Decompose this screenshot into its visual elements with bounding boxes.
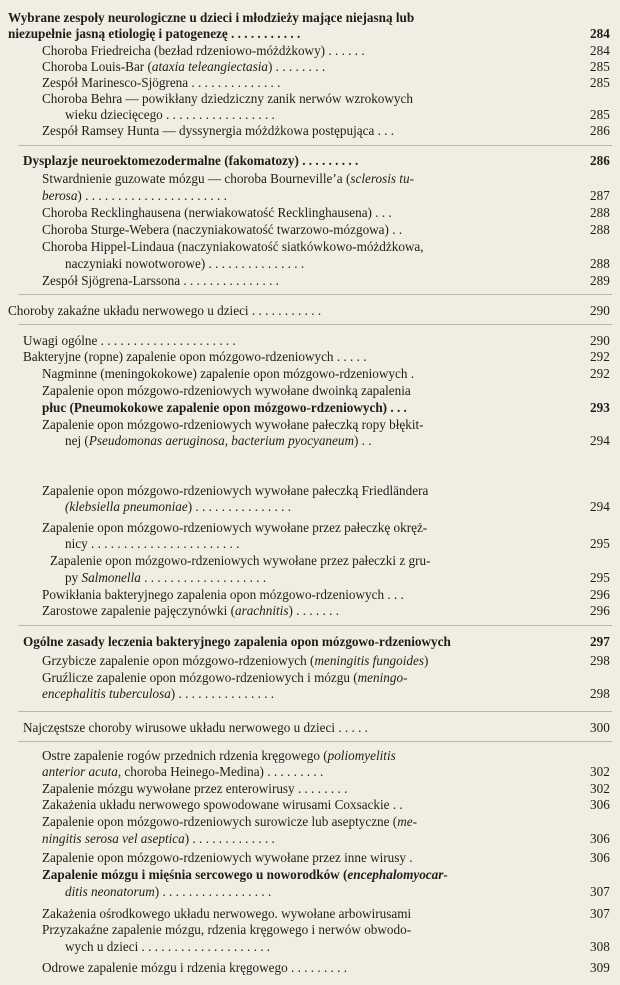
- toc-entry-title: [42, 814, 417, 829]
- section-divider: [18, 145, 612, 146]
- toc-entry-title: [65, 884, 271, 899]
- toc-entry-page-number: 300: [590, 720, 610, 735]
- section-divider: [18, 294, 612, 295]
- toc-entry-page-number: 295: [590, 570, 610, 585]
- toc-entry-title-text: płuc (Pneumokokowe zapalenie opon mózgowo-rdzeniowych) . . .: [42, 400, 407, 415]
- toc-entry-title-text: Powikłania bakteryjnego zapalenia opon mózgowo-rdzeniowych . . .: [42, 587, 404, 602]
- toc-entry-title: [23, 153, 358, 168]
- toc-entry-page-number: 287: [590, 188, 610, 203]
- toc-entry-title-italic: Pseudomonas aeruginosa, bacterium pyocyaneum: [88, 433, 354, 448]
- toc-entry-title: [42, 59, 325, 74]
- toc-entry-title: [50, 553, 430, 568]
- toc-entry-title: [8, 10, 414, 25]
- toc-entry-title-text: wieku dziecięcego . . . . . . . . . . . . . . . . .: [65, 107, 275, 122]
- toc-entry-page-number: 302: [590, 764, 610, 779]
- toc-entry-page-number: 297: [590, 634, 610, 649]
- toc-entry-title-text: Choroba Louis-Bar (: [42, 59, 152, 74]
- toc-entry-page-number: 306: [590, 831, 610, 846]
- toc-entry-title-text: Ogólne zasady leczenia bakteryjnego zapalenia opon mózgowo-rdzeniowych: [23, 634, 451, 649]
- toc-entry-page-number: 284: [590, 26, 610, 41]
- toc-entry-title-text: Zapalenie opon mózgowo-rdzeniowych wywołane pałeczką Friedländera: [42, 483, 429, 498]
- toc-entry-title-text: Bakteryjne (ropne) zapalenie opon mózgowo-rdzeniowych . . . . .: [23, 349, 367, 364]
- toc-entry-title-text: Nagminne (meningokokowe) zapalenie opon mózgowo-rdzeniowych .: [42, 366, 415, 381]
- toc-entry-page-number: 292: [590, 349, 610, 364]
- toc-entry-title-italic: ataxia teleangiectasia: [151, 59, 268, 74]
- toc-entry-title: [42, 205, 392, 220]
- toc-entry-page-number: 292: [590, 366, 610, 381]
- toc-entry-title-text: ): [423, 653, 429, 668]
- toc-entry-title: [42, 748, 396, 763]
- toc-entry-title-text: ) . . . . . . .: [288, 603, 340, 618]
- toc-entry-title-text: Ostre zapalenie rogów przednich rdzenia kręgowego (: [42, 748, 328, 763]
- toc-entry-page-number: 307: [590, 884, 610, 899]
- toc-entry-title: [23, 634, 451, 649]
- toc-entry-title: [42, 417, 424, 432]
- toc-entry-title-text: Choroba Recklinghausena (nerwiakowatość Recklinghausena) . . .: [42, 205, 392, 220]
- toc-entry-title: [42, 653, 428, 668]
- toc-entry-title-text: Zespół Sjögrena-Larssona . . . . . . . . . . . . . . .: [42, 273, 279, 288]
- toc-entry-title: [42, 587, 404, 602]
- toc-entry-title-text: Zapalenie opon mózgowo-rdzeniowych wywołane przez inne wirusy .: [42, 850, 413, 865]
- toc-entry-title-text: py: [65, 570, 82, 585]
- toc-entry-title: [42, 906, 411, 921]
- toc-entry-title: [42, 273, 279, 288]
- toc-entry-title: [23, 333, 236, 348]
- toc-entry-title-text: Grzybicze zapalenie opon mózgowo-rdzeniowych (: [42, 653, 315, 668]
- toc-entry-title-italic: encephalomyocar-: [347, 867, 448, 882]
- toc-entry-title: [42, 960, 347, 975]
- toc-entry-page-number: 298: [590, 653, 610, 668]
- toc-entry-title: [42, 171, 414, 186]
- toc-entry-page-number: 285: [590, 75, 610, 90]
- toc-entry-title: [42, 188, 227, 203]
- toc-entry-title-text: Najczęstsze choroby wirusowe układu nerwowego u dzieci . . . . .: [23, 720, 368, 735]
- toc-entry-page-number: 285: [590, 107, 610, 122]
- toc-entry-title-text: Stwardnienie guzowate mózgu — choroba Bourneville’a (: [42, 171, 351, 186]
- toc-entry-page-number: 290: [590, 333, 610, 348]
- toc-entry-title-text: ) . . . . . . . . . . . . . . .: [170, 686, 275, 701]
- toc-entry-title-text: , choroba Heinego-Medina) . . . . . . . . .: [117, 764, 324, 779]
- toc-entry-title-text: ) . . . . . . . . . . . . .: [184, 831, 275, 846]
- toc-entry-title-text: wych u dzieci . . . . . . . . . . . . . . . . . . . .: [65, 939, 271, 954]
- toc-entry-title-text: Dysplazje neuroektomezodermalne (fakomatozy) . . . . . . . . .: [23, 153, 359, 168]
- toc-entry-page-number: 294: [590, 499, 610, 514]
- toc-entry-title-italic: me-: [397, 814, 417, 829]
- toc-entry-title: [65, 256, 304, 271]
- toc-entry-title-text: Zapalenie opon mózgowo-rdzeniowych wywołane pałeczką ropy błękit-: [42, 417, 424, 432]
- toc-entry-title: [23, 720, 368, 735]
- toc-entry-title-text: ) . . . . . . . . . . . . . . . . .: [154, 884, 272, 899]
- toc-entry-title: [42, 781, 347, 796]
- toc-entry-title-italic: encephalitis tuberculosa: [42, 686, 171, 701]
- toc-entry-title-text: Zapalenie mózgu wywołane przez enterowirusy . . . . . . . .: [42, 781, 348, 796]
- toc-entry-title-text: Choroba Hippel-Lindaua (naczyniakowatość siatkówkowo-móżdżkowa,: [42, 239, 424, 254]
- toc-entry-title: [42, 764, 323, 779]
- toc-entry-title: [42, 922, 411, 937]
- toc-entry-title: [42, 686, 274, 701]
- toc-entry-title: [65, 433, 372, 448]
- toc-entry-title-italic: poliomyelitis: [327, 748, 396, 763]
- toc-entry-title-italic: ningitis serosa vel aseptica: [42, 831, 185, 846]
- section-divider: [18, 711, 612, 712]
- toc-entry-title: [23, 349, 367, 364]
- toc-entry-title-text: ) . . . . . . . . . . . . . . .: [187, 499, 291, 514]
- toc-entry-title-text: Zapalenie opon mózgowo-rdzeniowych wywołane przez pałeczki z gru-: [50, 553, 431, 568]
- toc-entry-title-text: ) . . . . . . . .: [267, 59, 326, 74]
- toc-entry-page-number: 298: [590, 686, 610, 701]
- toc-entry-title-text: Choroba Behra — powikłany dziedziczny zanik nerwów wzrokowych: [42, 91, 413, 106]
- toc-entry-title: [42, 797, 403, 812]
- toc-entry-title-italic: meningitis fungoides: [314, 653, 424, 668]
- toc-entry-page-number: 294: [590, 433, 610, 448]
- toc-entry-title: [42, 222, 402, 237]
- toc-entry-title-text: . . . . . . . . . . . . . . . . . . .: [140, 570, 267, 585]
- toc-entry-title-italic: anterior acuta: [42, 764, 118, 779]
- section-divider: [18, 625, 612, 626]
- toc-entry-title-italic: Salmonella: [81, 570, 141, 585]
- toc-entry-title: [42, 383, 411, 398]
- toc-entry-title: [42, 850, 413, 865]
- toc-entry-page-number: 289: [590, 273, 610, 288]
- toc-entry-title-text: nej (: [65, 433, 89, 448]
- toc-entry-page-number: 308: [590, 939, 610, 954]
- toc-entry-title-text: Choroba Sturge-Webera (naczyniakowatość twarzowo-mózgowa) . .: [42, 222, 403, 237]
- toc-entry-page-number: 288: [590, 205, 610, 220]
- toc-entry-page-number: 284: [590, 43, 610, 58]
- toc-entry-title: [42, 867, 448, 882]
- toc-entry-title-text: Zakażenia układu nerwowego spowodowane wirusami Coxsackie . .: [42, 797, 403, 812]
- toc-entry-page-number: 295: [590, 536, 610, 551]
- toc-entry-page-number: 302: [590, 781, 610, 796]
- toc-entry-title: [42, 75, 280, 90]
- toc-entry-page-number: 288: [590, 222, 610, 237]
- toc-entry-title: [65, 536, 239, 551]
- section-divider: [18, 324, 612, 325]
- toc-entry-page-number: 286: [590, 123, 610, 138]
- toc-entry-title: [8, 303, 321, 318]
- toc-entry-title: [42, 366, 414, 381]
- toc-entry-title-text: Choroby zakaźne układu nerwowego u dzieci . . . . . . . . . . .: [8, 303, 322, 318]
- toc-entry-title-text: Zapalenie opon mózgowo-rdzeniowych wywołane dwoinką zapalenia: [42, 383, 411, 398]
- toc-entry-page-number: 306: [590, 797, 610, 812]
- toc-entry-title: [42, 483, 428, 498]
- toc-entry-title-text: Przyzakaźne zapalenie mózgu, rdzenia kręgowego i nerwów obwodo-: [42, 922, 412, 937]
- toc-entry-title-italic: berosa: [42, 188, 78, 203]
- toc-entry-title-text: Zespół Ramsey Hunta — dyssynergia móżdżkowa postępująca . . .: [42, 123, 395, 138]
- toc-entry-title-italic: meningo-: [357, 670, 408, 685]
- toc-entry-title-text: Zapalenie mózgu i mięśnia sercowego u noworodków (: [42, 867, 348, 882]
- toc-entry-title-text: niezupełnie jasną etiologię i patogenezę . . . . . . . . . . .: [8, 26, 301, 41]
- toc-entry-page-number: 309: [590, 960, 610, 975]
- toc-entry-title-italic: ditis neonatorum: [65, 884, 155, 899]
- toc-entry-title-italic: sclerosis tu-: [350, 171, 414, 186]
- toc-entry-title-text: ) . . . . . . . . . . . . . . . . . . . . . .: [77, 188, 227, 203]
- toc-entry-title: [42, 43, 365, 58]
- toc-entry-title: [65, 107, 275, 122]
- toc-entry-title-text: Gruźlicze zapalenie opon mózgowo-rdzeniowych i mózgu (: [42, 670, 358, 685]
- toc-entry-title-text: Zapalenie opon mózgowo-rdzeniowych surowicze lub aseptyczne (: [42, 814, 398, 829]
- toc-entry-title-text: naczyniaki nowotworowe) . . . . . . . . . . . . . . .: [65, 256, 305, 271]
- toc-entry-title-text: Zarostowe zapalenie pajęczynówki (: [42, 603, 235, 618]
- toc-entry-title: [42, 670, 407, 685]
- toc-entry-page-number: 286: [590, 153, 610, 168]
- toc-entry-title-text: ) . .: [353, 433, 372, 448]
- toc-entry-title-text: Wybrane zespoły neurologiczne u dzieci i młodzieży mające niejasną lub: [8, 10, 415, 25]
- toc-entry-title: [65, 570, 266, 585]
- toc-entry-title: [65, 939, 270, 954]
- toc-entry-page-number: 296: [590, 587, 610, 602]
- toc-entry-title: [42, 831, 275, 846]
- toc-entry-title-text: Zapalenie opon mózgowo-rdzeniowych wywołane przez pałeczkę okręż-: [42, 520, 428, 535]
- toc-entry-title-text: Zespół Marinesco-Sjögrena . . . . . . . . . . . . . .: [42, 75, 281, 90]
- toc-entry-title: [42, 520, 427, 535]
- toc-entry-page-number: 293: [590, 400, 610, 415]
- toc-entry-title: [42, 603, 339, 618]
- toc-entry-title-italic: (klebsiella pneumoniae: [65, 499, 188, 514]
- toc-entry-title-text: Odrowe zapalenie mózgu i rdzenia kręgowego . . . . . . . . .: [42, 960, 348, 975]
- toc-entry-title: [42, 91, 413, 106]
- toc-entry-title-italic: arachnitis: [234, 603, 289, 618]
- toc-entry-title: [42, 239, 424, 254]
- toc-entry-title: [42, 123, 394, 138]
- toc-entry-title: [8, 26, 300, 41]
- toc-entry-title-text: Zakażenia ośrodkowego układu nerwowego. wywołane arbowirusami: [42, 906, 412, 921]
- toc-entry-page-number: 290: [590, 303, 610, 318]
- toc-entry-page-number: 288: [590, 256, 610, 271]
- section-divider: [18, 741, 612, 742]
- toc-entry-title-text: Choroba Friedreicha (bezład rdzeniowo-móżdżkowy) . . . . . .: [42, 43, 365, 58]
- toc-entry-title-text: Uwagi ogólne . . . . . . . . . . . . . . . . . . . . .: [23, 333, 236, 348]
- toc-entry-page-number: 307: [590, 906, 610, 921]
- toc-entry-title: [42, 400, 407, 415]
- toc-entry-page-number: 296: [590, 603, 610, 618]
- toc-entry-title-text: nicy . . . . . . . . . . . . . . . . . . . . . . .: [65, 536, 240, 551]
- toc-entry-title: [65, 499, 291, 514]
- toc-entry-page-number: 306: [590, 850, 610, 865]
- toc-entry-page-number: 285: [590, 59, 610, 74]
